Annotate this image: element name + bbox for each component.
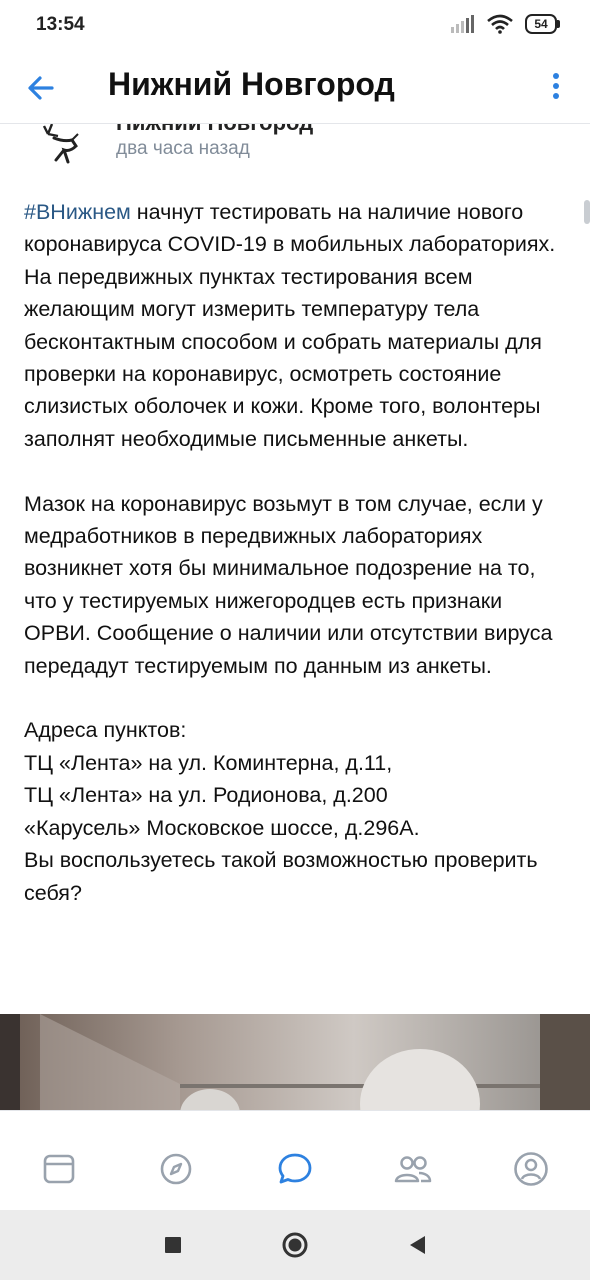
paragraph-2: На передвижных пунктах тестирования всем желающим могут измерить температуру тела бесконтактным способом и собрать материалы для проверки на коронавирус, осмотреть состояние слизистых оболочек и кожи. Кроме того, волонтеры заполнят необходимые письменные анкеты. [24,264,542,451]
home-circle-icon[interactable] [280,1230,310,1260]
battery-level: 54 [525,14,557,34]
status-bar [0,0,590,52]
nav-news[interactable] [39,1149,79,1189]
friends-icon [393,1151,433,1187]
bottom-nav [0,1110,590,1210]
post-text [24,196,564,909]
app-header [0,52,590,124]
deer-emblem-icon[interactable] [34,116,90,172]
paragraph-1-text: начнут тестировать на наличие нового коронавируса COVID-19 в мобильных лабораториях. [24,200,556,257]
nav-profile[interactable] [511,1149,551,1189]
paragraph-1 [24,196,564,261]
scrollbar[interactable] [584,200,590,224]
nav-friends[interactable] [393,1149,433,1189]
signal-icon [451,15,475,33]
system-nav-bar [0,1210,590,1280]
profile-icon [512,1150,550,1188]
post-photo[interactable] [0,1014,590,1124]
more-vertical-icon[interactable] [542,68,570,108]
photo-image [0,1014,590,1124]
nav-discover[interactable] [156,1149,196,1189]
arrow-left-icon[interactable] [22,68,62,108]
nav-messages[interactable] [275,1149,315,1189]
hashtag-link[interactable]: #ВНижнем [24,200,131,224]
address-item: ТЦ «Лента» на ул. Коминтерна, д.11, [24,750,393,775]
battery-icon [525,14,560,34]
address-item: ТЦ «Лента» на ул. Родионова, д.200 [24,783,388,808]
paragraph-3: Мазок на коронавирус возьмут в том случае, если у медработников в передвижных лабораториях возникнет хотя бы минимальное подозрение на то, что у тестируемых нижегородцев есть признаки ОРВИ. Сообщение о наличии или отсутствии вируса передадут тестируемым по данным из анкеты. [24,491,553,678]
status-icons [451,14,560,34]
back-triangle-icon[interactable] [403,1230,433,1260]
recents-square-icon[interactable] [158,1230,188,1260]
compass-icon [158,1151,194,1187]
post-time: два часа назад [116,138,250,159]
page-title: Нижний Новгород [108,66,395,102]
addresses-heading: Адреса пунктов: [24,718,187,743]
closing-question: Вы воспользуетесь такой возможностью проверить себя? [24,848,538,905]
address-item: «Карусель» Московское шоссе, д.296А. [24,815,420,840]
post-content [0,124,590,1110]
newsfeed-icon [41,1151,77,1187]
wifi-icon [487,14,513,34]
status-time: 13:54 [36,14,85,35]
chat-bubble-icon [276,1151,314,1187]
